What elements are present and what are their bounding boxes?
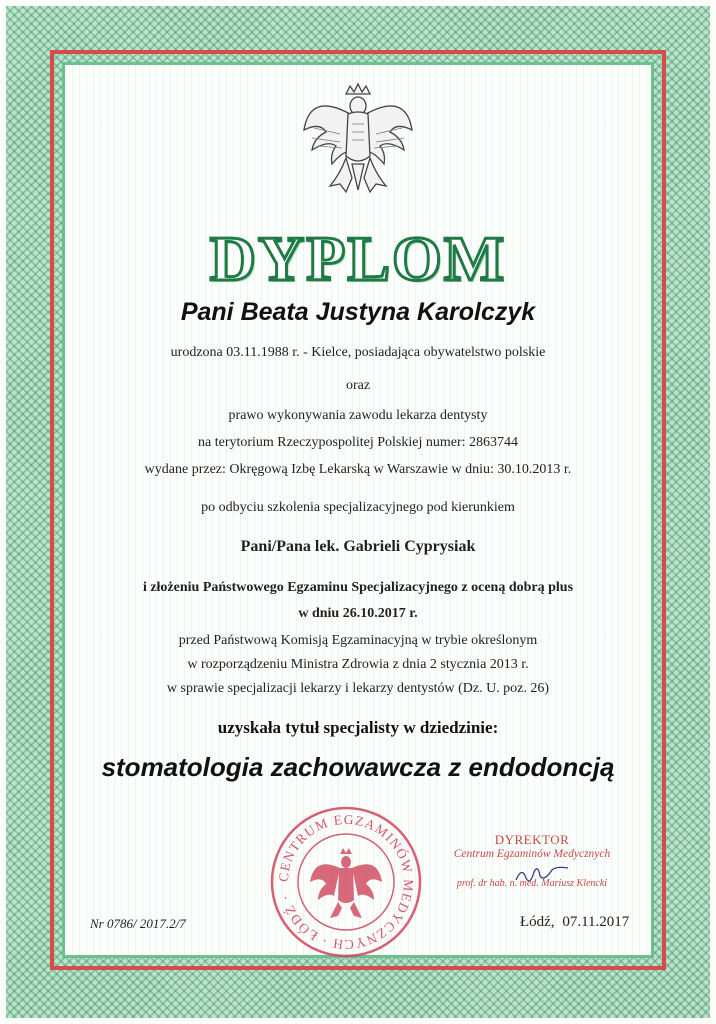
- training-line: po odbyciu szkolenia specjalizacyjnego pod kierunkiem: [201, 500, 515, 515]
- specialty-field: stomatologia zachowawcza z endodoncją: [101, 752, 615, 782]
- matter-line: w sprawie specjalizacji lekarzy i lekarzy dentystów (Dz. U. poz. 26): [166, 681, 550, 696]
- license-number-line: na terytorium Rzeczypospolitej Polskiej numer: 2863744: [198, 435, 518, 450]
- director-signature: [512, 862, 572, 886]
- specialist-title-line: uzyskała tytuł specjalisty w dziedzinie:: [217, 718, 499, 737]
- holder-name: Pani Beata Justyna Karolczyk: [180, 298, 536, 326]
- exam-date-line: w dniu 26.10.2017 r.: [298, 606, 418, 621]
- issued-line: wydane przez: Okręgową Izbę Lekarską w Warszawie w dniu: 30.10.2013 r.: [144, 462, 572, 477]
- polish-eagle-emblem: [300, 82, 416, 196]
- director-organization: Centrum Egzaminów Medycznych: [453, 848, 611, 860]
- svg-text:CENTRUM EGZAMINÓW MEDYCZNYCH ·: CENTRUM EGZAMINÓW MEDYCZNYCH · ŁÓDŹ ·: [275, 811, 417, 953]
- exam-line: i złożeniu Państwowego Egzaminu Specjalizacyjnego z oceną dobrą plus: [142, 580, 574, 595]
- and-line: oraz: [345, 378, 371, 393]
- mentor-line: Pani/Pana lek. Gabrieli Cyprysiak: [240, 538, 476, 555]
- official-seal-stamp: [268, 804, 424, 960]
- diploma-title: DYPLOM: [209, 223, 507, 294]
- director-title: DYREKTOR: [494, 832, 570, 847]
- director-name: prof. dr hab. n. med. Mariusz Klencki: [456, 878, 608, 889]
- diploma-number: Nr 0786/ 2017.2/7: [90, 916, 186, 931]
- license-line: prawo wykonywania zawodu lekarza dentysty: [228, 408, 488, 423]
- birth-line: urodzona 03.11.1988 r. - Kielce, posiadająca obywatelstwo polskie: [170, 345, 546, 360]
- commission-line: przed Państwową Komisją Egzaminacyjną w trybie określonym: [178, 633, 538, 648]
- regulation-line: w rozporządzeniu Ministra Zdrowia z dnia 2 stycznia 2013 r.: [187, 657, 529, 672]
- place-and-date: Łódź, 07.11.2017: [520, 914, 630, 930]
